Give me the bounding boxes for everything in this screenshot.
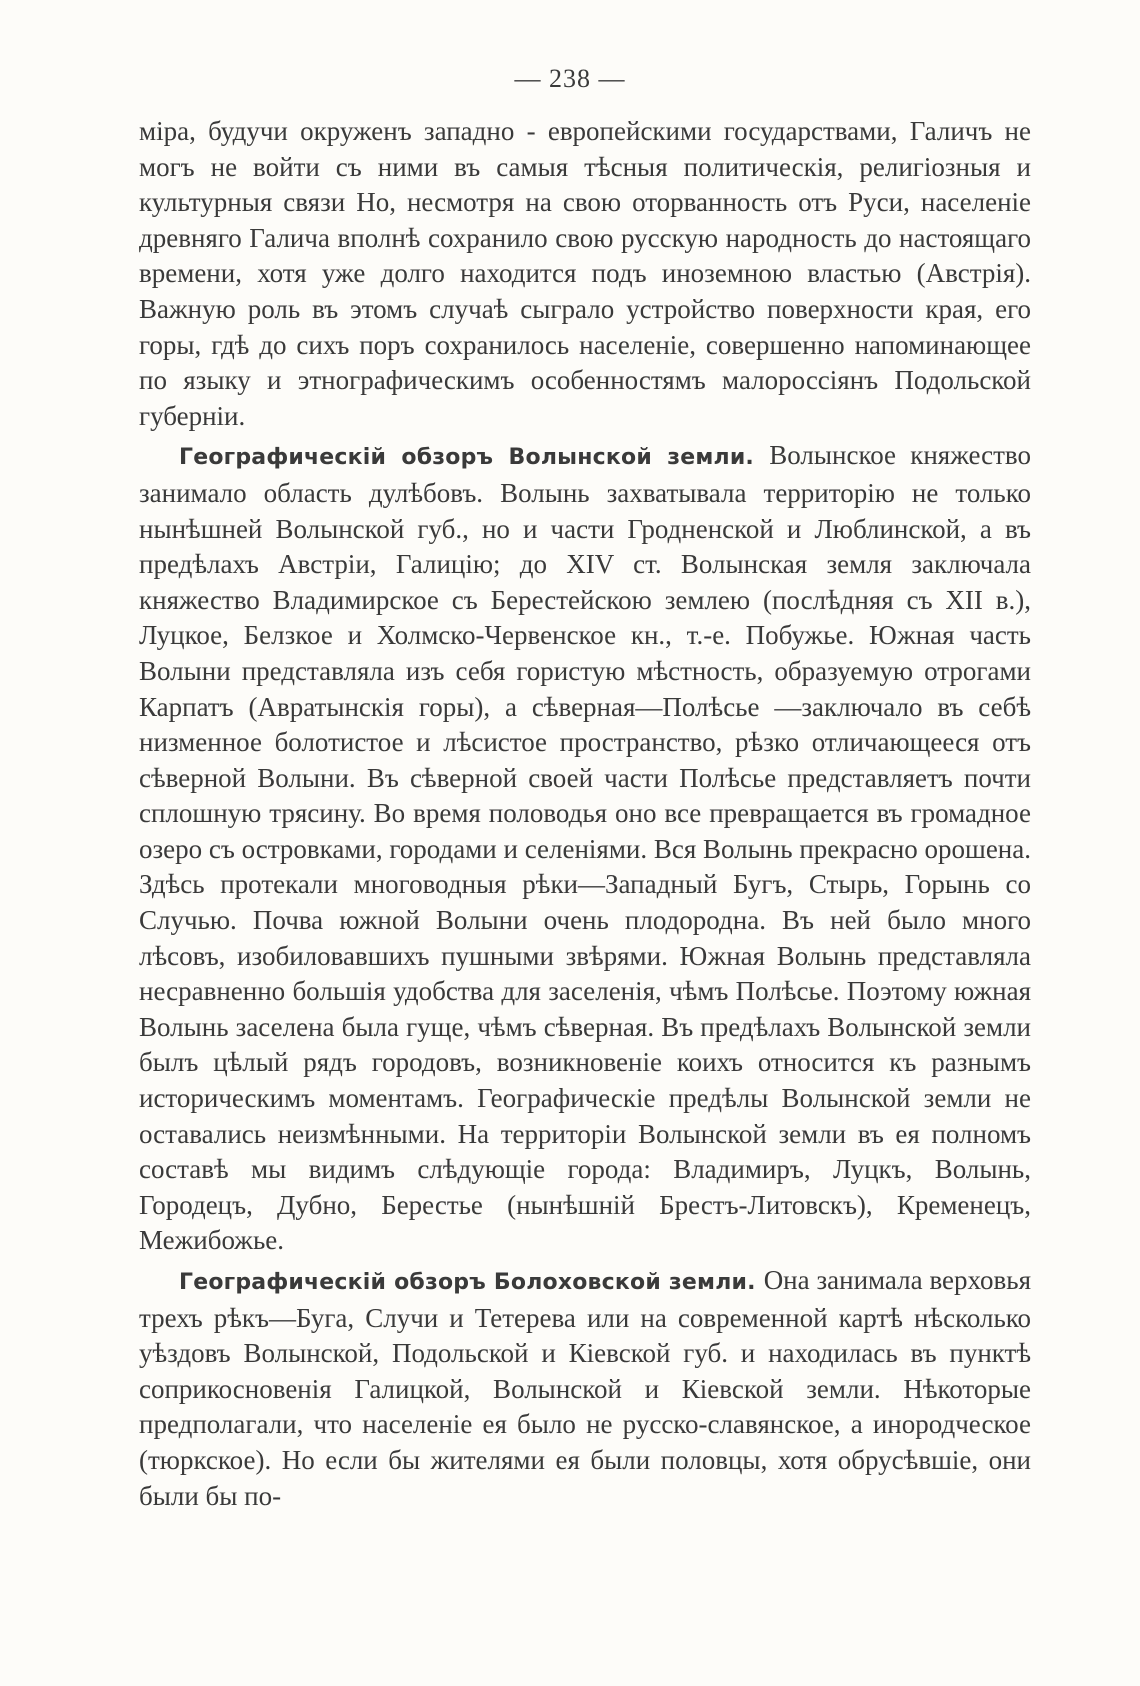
section-heading-bolokhov: Географическій обзоръ Болоховской земли. <box>179 1270 764 1295</box>
paragraph-bolokhov <box>139 1263 1031 1514</box>
page-body <box>139 114 1031 1514</box>
paragraph-text: Она занимала верховья трехъ рѣкъ—Буга, Случи и Тетерева или на современной картѣ нѣсколько уѣздовъ Волынской, Подольской и Кіевской губ. и находилась въ пунктѣ соприкосновенія Галицкой, Волынской и Кіевской земли. Нѣкоторые предполагали, что населеніе ея было не русско-славянское, а инородческое (тюркское). Но если бы жителями ея были половцы, хотя обрусѣвшіе, они были бы по- <box>139 1265 1031 1511</box>
paragraph-text: міра, будучи окруженъ западно - европейскими государствами, Галичъ не могъ не войти съ ними въ самыя тѣсныя политическія, религіозныя и культурныя связи Но, несмотря на свою оторванность отъ Руси, населеніе древняго Галича вполнѣ сохранило свою русскую народность до настоящаго времени, хотя уже долго находится подъ иноземною властью (Австрія). Важную роль въ этомъ случаѣ сыграло устройство поверхности края, его горы, гдѣ до сихъ поръ сохранилось населеніе, совершенно напоминающее по языку и этнографическимъ особенностямъ малороссіянъ Подольской губерніи. <box>139 116 1031 431</box>
page-number: — 238 — <box>514 64 626 93</box>
section-heading-volhynia: Географическій обзоръ Волынской земли. <box>179 445 770 471</box>
paragraph-volhynia <box>139 438 1031 1259</box>
paragraph-text: Волынское княжество занимало область дулѣбовъ. Волынь захватывала территорію не только нынѣшней Волынской губ., но и части Гродненской и Люблинской, а въ предѣлахъ Австріи, Галицію; до XIV ст. Волынская земля заключала княжество Владимирское съ Берестейскою землею (послѣдняя съ XII в.), Луцкое, Белзкое и Холмско-Червенское кн., т.-е. Побужье. Южная часть Волыни представляла изъ себя гористую мѣстность, образуемую отрогами Карпатъ (Авратынскія горы), а сѣверная—Полѣсье —заключало въ себѣ низменное болотистое и лѣсистое пространство, рѣзко отличающееся отъ сѣверной Волыни. Въ сѣверной своей части Полѣсье представляетъ почти сплошную трясину. Во время половодья оно все превращается въ громадное озеро съ островками, городами и селеніями. Вся Волынь прекрасно орошена. Здѣсь протекали многоводныя рѣки—Западный Бугъ, Стырь, Горынь со Случью. Почва южной Волыни очень плодородна. Въ ней было много лѣсовъ, изобиловавшихъ пушными звѣрями. Южная Волынь представляла несравненно большія удобства для заселенія, чѣмъ Полѣсье. Поэтому южная Волынь заселена была гуще, чѣмъ сѣверная. Въ предѣлахъ Волынской земли былъ цѣлый рядъ городовъ, возникновеніе коихъ относится къ разнымъ историческимъ моментамъ. Географическіе предѣлы Волынской земли не оставались неизмѣнными. На территоріи Волынской земли въ ея полномъ составѣ мы видимъ слѣдующіе города: Владимиръ, Луцкъ, Волынь, Городецъ, Дубно, Берестье (нынѣшній Брестъ-Литовскъ), Кременецъ, Межибожье. <box>139 440 1031 1256</box>
paragraph-galich-continuation <box>139 114 1031 434</box>
